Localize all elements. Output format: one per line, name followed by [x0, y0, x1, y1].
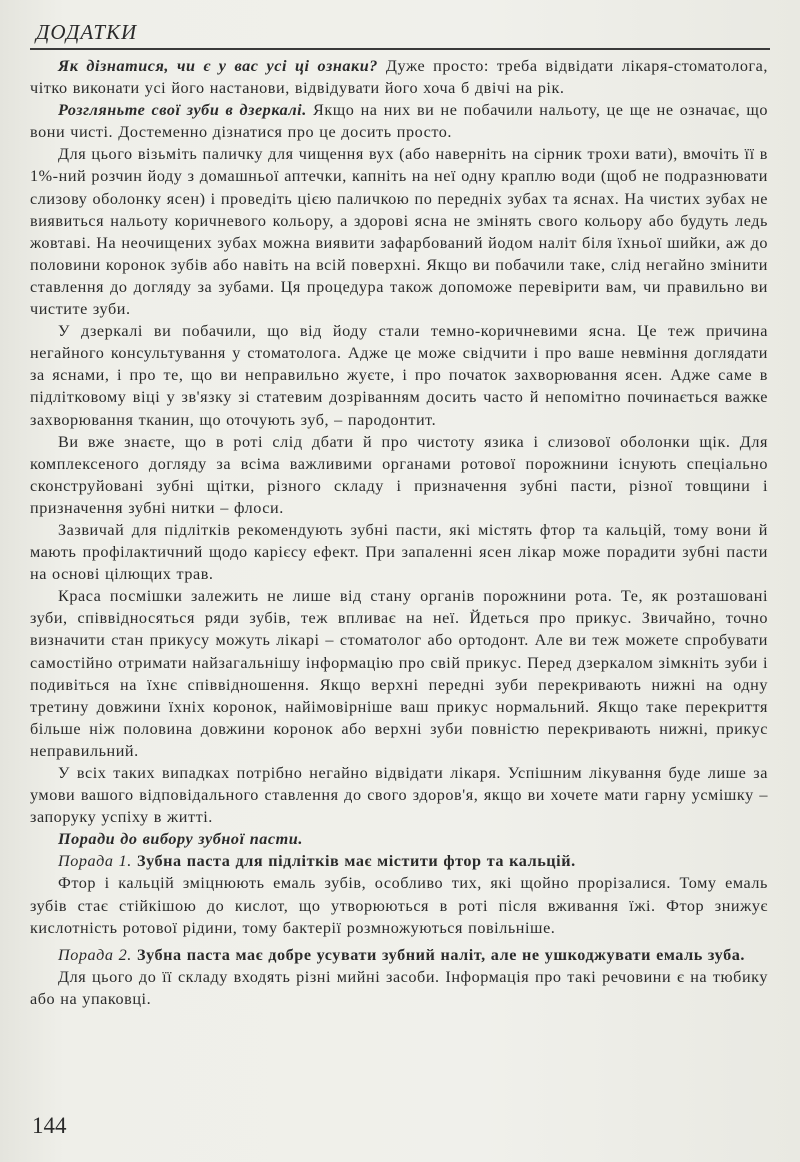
tip-title: Зубна паста для підлітків має містити фтор та кальцій. [131, 852, 576, 871]
paragraph-text: Зазвичай для підлітків рекомендують зубні пасти, які містять фтор та кальцій, тому вони й мають профілактичний щодо карієсу ефект. При запаленні ясен лікар може порадити зубні пасти на основі цілющих трав. [30, 520, 768, 584]
tip-body: Для цього до її складу входять різні мийні засоби. Інформація про такі речовини є на тюбику або на упаковці. [30, 967, 768, 1008]
tip-1-body [30, 872, 768, 938]
paragraph [30, 585, 768, 762]
tip-number: Порада 1. [58, 852, 132, 871]
paragraph [30, 320, 768, 430]
paragraph [30, 99, 768, 143]
tip-2-body [30, 966, 768, 1010]
paragraph-text: Ви вже знаєте, що в роті слід дбати й про чистоту язика і слизової оболонки щік. Для комплексеного догляду за всіма важливими органами ротової порожнини існують спеціально сконструйовані зубні щітки, різного складу і призначення зубні пасти, різної товщини і призначення зубні нитки – флоси. [30, 432, 768, 517]
page-header [30, 16, 770, 50]
paragraph-lead: Розгляньте свої зуби в дзеркалі. [58, 101, 307, 120]
paragraph [30, 55, 768, 99]
body-text [30, 55, 768, 1010]
paragraph [30, 762, 768, 828]
tip-title: Зубна паста має добре усувати зубний наліт, але не ушкоджувати емаль зуба. [131, 945, 745, 964]
tip-1-heading [30, 850, 768, 872]
paragraph [30, 519, 768, 585]
tips-heading [30, 828, 768, 850]
tips-heading-text: Поради до вибору зубної пасти. [58, 830, 303, 849]
paragraph [30, 143, 768, 320]
tip-number: Порада 2. [58, 945, 132, 964]
paragraph-text: Краса посмішки залежить не лише від стану органів порожнини рота. Те, як розташовані зуби, співвідносяться ряди зубів, теж впливає на неї. Йдеться про прикус. Звичайно, точно визначити стан прикусу можуть лікарі – стоматолог або ортодонт. Але ви теж можете спробувати самостійно отримати найзагальнішу інформацію про свій прикус. Перед дзеркалом зімкніть зуби і подивіться на їхнє співвідношення. Якщо верхні передні зуби перекривають нижні на одну третину довжини їхніх коронок, найімовірніше ваш прикус нормальний. Якщо таке перекриття більше ніж половина довжини коронок або верхні зуби повністю перекривають нижні, прикус неправильний. [30, 587, 768, 760]
tip-2-heading [30, 944, 768, 966]
paragraph-text: У дзеркалі ви побачили, що від йоду стали темно-коричневими ясна. Це теж причина негайного консультування у стоматолога. Адже це може свідчити і про ваше невміння доглядати за яснами, і про те, що ви неправильно жуєте, і про початок захворювання ясен. Адже саме в підлітковому віці у зв'язку зі статевим дозріванням досить часто й непомітно починається важке захворювання тканин, що оточують зуб, – пародонтит. [30, 322, 768, 429]
section-title: ДОДАТКИ [36, 20, 138, 44]
paragraph-lead: Як дізнатися, чи є у вас усі ці ознаки? [58, 57, 378, 75]
paragraph [30, 431, 768, 519]
paragraph-text: Якщо на них ви не побачили нальоту, це ще не означає, що вони чисті. Достеменно дізнатися про це досить просто. [30, 101, 769, 142]
paragraph-text: Дуже просто: треба відвідати лікаря-стоматолога, чітко виконати усі його настанови, відвідувати його хоча б двічі на рік. [30, 57, 768, 98]
paragraph-text: Для цього візьміть паличку для чищення вух (або наверніть на сірник трохи вати), вмочіть її в 1%-ний розчин йоду з домашньої аптечки, капніть на неї одну краплю води (щоб не подразнювати слизову оболонку ясен) і проведіть цією паличкою по передніх зубах та яснах. На чистих зубах не виявиться нальоту коричневого кольору, а здорові ясна не змінять свого кольору або будуть ледь жовтаві. На неочищених зубах можна виявити зафарбований йодом наліт біля їхньої шийки, аж до половини коронок зубів або навіть на всій поверхні. Якщо ви побачили таке, слід негайно змінити ставлення до догляду за зубами. Ця процедура також допоможе перевірити вам, чи правильно ви чистите зуби. [30, 145, 768, 319]
paragraph-text: У всіх таких випадках потрібно негайно відвідати лікаря. Успішним лікування буде лише за умови вашого відповідального ставлення до свого здоров'я, якщо ви хочете мати гарну усмішку – запоруку успіху в житті. [30, 764, 768, 827]
page-number: 144 [32, 1113, 67, 1138]
tip-body: Фтор і кальцій зміцнюють емаль зубів, особливо тих, які щойно прорізалися. Тому емаль зубів стає стійкішою до кислот, що утворюються в роті після вживання їжі. Фтор знижує кислотність ротової рідини, тому бактерії розмножуються повільніше. [30, 874, 768, 937]
